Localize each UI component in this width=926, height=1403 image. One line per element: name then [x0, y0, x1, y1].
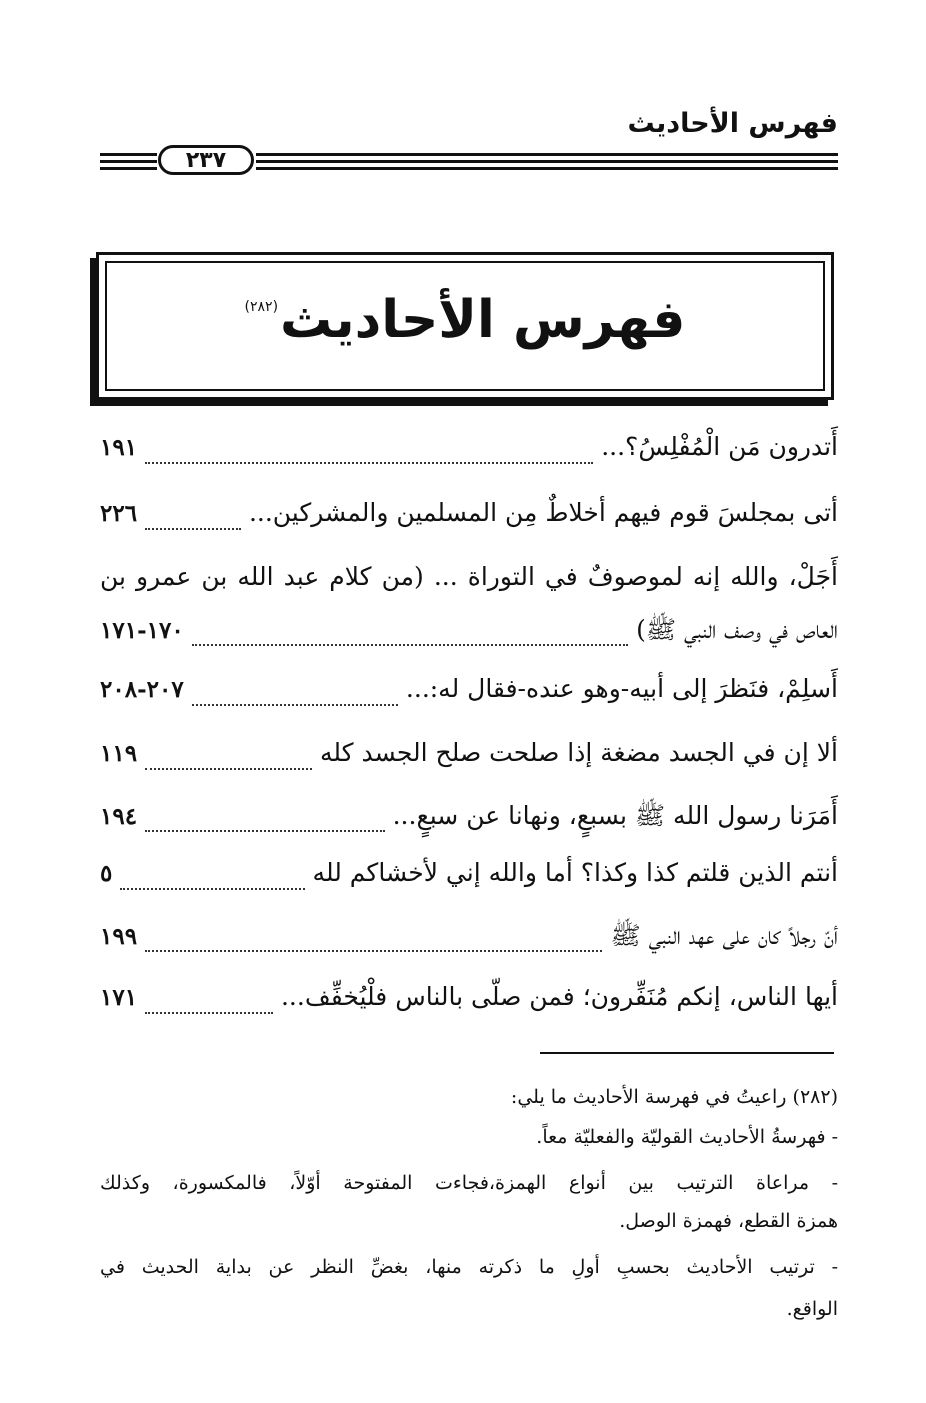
header-rule-left	[100, 150, 157, 172]
entry-text: أنّ رجلاً كان على عهد النبي ﷺ	[610, 921, 838, 950]
entry-page: ١١٩	[100, 740, 138, 767]
leader-dots	[145, 527, 241, 530]
entry-page: ١٧١	[100, 984, 138, 1011]
footnote-item: - فهرسةُ الأحاديث القوليّة والفعليّة معاً.	[536, 1126, 838, 1148]
leader-dots	[145, 461, 593, 464]
index-entry-line: أَجَلْ، والله إنه لموصوفٌ في التوراة ... (من كلام عبد الله بن عمرو بن	[100, 562, 838, 591]
footnote-item-continued: الواقع.	[786, 1298, 838, 1320]
entry-page: ٥	[100, 860, 113, 887]
entry-text: أَسلِمْ، فنَظرَ إلى أبيه-وهو عنده-فقال له:...	[405, 674, 838, 703]
entry-page: ٢٠٧-٢٠٨	[100, 676, 184, 703]
index-entry	[100, 614, 838, 658]
entry-page: ١٧٠-١٧١	[100, 617, 184, 644]
footnote-intro: (٢٨٢) راعيتُ في فهرسة الأحاديث ما يلي:	[510, 1086, 838, 1108]
section-title-text: فهرس الأحاديث	[280, 290, 686, 350]
page-number: ٢٣٧	[185, 147, 227, 173]
entry-text: ألا إن في الجسد مضغة إذا صلحت صلح الجسد كله	[319, 738, 838, 767]
header-rule-right	[256, 150, 838, 172]
footnote-separator	[540, 1052, 834, 1054]
index-entry	[100, 738, 838, 782]
entry-text: أَتدرون مَن الْمُفْلِسُ؟...	[601, 432, 838, 461]
footnote-reference: (٢٨٢)	[244, 299, 279, 315]
index-entry	[100, 674, 838, 718]
entry-text: أنتم الذين قلتم كذا وكذا؟ أما والله إني لأخشاكم لله	[312, 858, 838, 887]
section-title	[96, 290, 834, 350]
index-entry	[100, 920, 838, 964]
leader-dots	[145, 767, 312, 770]
footnote-item: - ترتيب الأحاديث بحسبِ أولِ ما ذكرته منها، بغضِّ النظر عن بداية الحديث في	[100, 1256, 838, 1278]
leader-dots	[145, 1011, 273, 1014]
entry-text: أَمَرَنا رسول الله ﷺ بسبعٍ، ونهانا عن سبعٍ...	[392, 801, 838, 830]
leader-dots	[120, 887, 304, 890]
footnote-item: - مراعاة الترتيب بين أنواع الهمزة،فجاءت المفتوحة أوّلاً، فالمكسورة، وكذلك	[100, 1172, 838, 1194]
entry-page: ١٩١	[100, 434, 138, 461]
footnote-item-continued: همزة القطع، فهمزة الوصل.	[619, 1210, 838, 1232]
index-entry	[100, 432, 838, 476]
running-title: فهرس الأحاديث	[627, 108, 838, 139]
leader-dots	[192, 703, 398, 706]
entry-page: ٢٢٦	[100, 500, 138, 527]
index-entry	[100, 858, 838, 902]
index-entry	[100, 982, 838, 1026]
page-number-badge	[158, 145, 254, 175]
entry-page: ١٩٤	[100, 803, 138, 830]
leader-dots	[192, 643, 628, 646]
leader-dots	[145, 829, 385, 832]
entry-text: أيها الناس، إنكم مُنَفِّرون؛ فمن صلّى بالناس فلْيُخفِّف...	[280, 982, 838, 1011]
entry-text: العاص في وصف النبي ﷺ)	[636, 615, 838, 644]
index-entry	[100, 800, 838, 844]
entry-text: أتى بمجلسَ قوم فيهم أخلاطٌ مِن المسلمين والمشركين...	[248, 498, 838, 527]
entry-page: ١٩٩	[100, 923, 138, 950]
index-entry	[100, 498, 838, 542]
leader-dots	[145, 949, 602, 952]
